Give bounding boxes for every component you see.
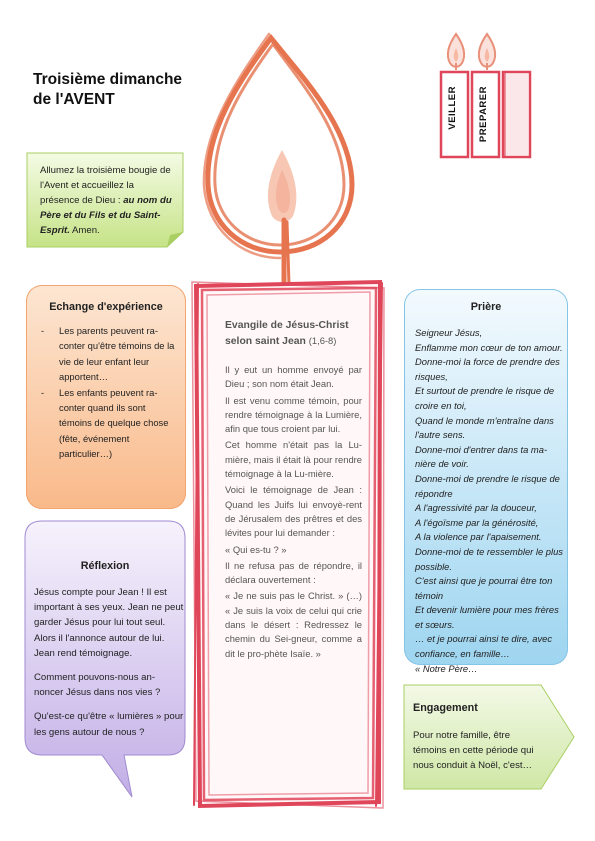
engagement-text: Pour notre famille, être témoins en cette période qui nous conduit à Noël, c'est… — [413, 730, 534, 771]
intro-blessing: au nom du Père et du Fils et du Saint-Esprit. — [40, 195, 172, 236]
gospel-reference: (1,6-8) — [308, 335, 337, 346]
priere-line: « Notre Père… — [415, 662, 478, 674]
gospel-paragraph: Voici le témoignage de Jean : Quand les Juifs lui envoyè-rent de Jérusalem des prêtres et des lévites pour lui demander : — [225, 484, 362, 539]
priere-box — [404, 289, 568, 674]
gospel-paragraph: Il y eut un homme envoyé par Dieu ; son nom était Jean. — [225, 364, 362, 390]
echange-item: - Les enfants peuvent ra-conter quand ils sont témoins de quelque chose (fête, événement particulier…) — [38, 385, 180, 462]
echange-title: Echange d'expérience — [49, 301, 163, 313]
reflexion-paragraph: Jésus compte pour Jean ! Il est important à ses yeux. Jean ne peut garder Jésus pour lui tout seul. Alors il l'annonce autour de lui. Jean rend témoignage. — [34, 587, 184, 659]
mini-flame-1 — [448, 34, 464, 70]
advent-candles-illustration — [425, 28, 545, 163]
inner-flame — [268, 150, 296, 222]
big-flame — [204, 34, 352, 258]
intro-text — [40, 163, 175, 238]
reflexion-body — [34, 585, 184, 749]
intro-note — [26, 152, 184, 248]
priere-line: Enflamme mon cœur de ton amour. — [415, 341, 563, 353]
priere-line: Donne-moi de te ressembler le plus possible. — [415, 545, 563, 572]
candle-label-veiller: VEILLER — [447, 86, 458, 130]
wick — [284, 220, 289, 285]
priere-body — [415, 326, 565, 676]
candle-label-preparer: PREPARER — [478, 86, 489, 143]
mini-flame-2 — [479, 34, 495, 70]
gospel-paragraph: Il est venu comme témoin, pour rendre témoignage à la Lumière, afin que tous croient par lui. — [225, 394, 362, 435]
intro-instruction: Allumez la troisième bougie de l'Avent et accueillez la présence de Dieu : — [40, 165, 171, 206]
gospel-paragraph: Cet homme n'était pas la Lu-mière, mais il était là pour rendre témoignage à la Lu-mière. — [225, 439, 362, 480]
reflexion-paragraph: Comment pouvons-nous an-noncer Jésus dans nos vies ? — [34, 672, 161, 699]
intro-amen: Amen. — [69, 225, 100, 236]
priere-line: A l'égoïsme par la générosité, — [415, 516, 539, 528]
echange-box — [26, 285, 186, 509]
reflexion-paragraph: Qu'est-ce qu'être « lumières » pour les gens autour de nous ? — [34, 711, 184, 738]
gospel-paragraph: « Qui es-tu ? » — [225, 543, 287, 555]
title-line-2: de l'AVENT — [33, 91, 115, 108]
engagement-arrow — [403, 684, 575, 790]
echange-list — [38, 323, 180, 462]
gospel-paragraph: « Je ne suis pas le Christ. » (…) « Je suis la voix de celui qui crie dans le désert : Redressez le chemin du Sei-gneur, comme a dit le pro-phète Isaïe. » — [225, 590, 362, 659]
gospel-paragraph: Il ne refusa pas de répondre, il déclara ouvertement : — [225, 559, 362, 586]
priere-line: A l'agressivité par la douceur, — [415, 502, 537, 514]
page-title — [33, 70, 182, 110]
gospel-title-text: Evangile de Jésus-Christ selon saint Jean — [225, 320, 349, 347]
priere-line: Et devenir lumière pour mes frères et sœurs. — [415, 604, 559, 630]
priere-line: Et surtout de prendre le risque de croire en toi, — [415, 385, 555, 411]
gospel-text — [225, 318, 362, 661]
gospel-title — [225, 318, 362, 349]
priere-title: Prière — [470, 301, 502, 313]
priere-line: … et je pourrai ainsi te dire, avec confiance, en famille… — [415, 633, 553, 660]
priere-line: Seigneur Jésus, — [415, 327, 483, 338]
title-line-1: Troisième dimanche — [33, 71, 183, 88]
priere-line: Donne-moi d'entrer dans ta ma-nière de voir. — [415, 443, 548, 470]
echange-item: - Les parents peuvent ra-conter qu'être témoins de la vie de leur enfant leur apportent… — [38, 323, 180, 385]
priere-line: Donne-moi la force de prendre des risques, — [415, 356, 560, 382]
reflexion-title: Réflexion — [80, 560, 130, 572]
priere-line: C'est ainsi que je pourrai être ton témoin — [415, 575, 553, 601]
engagement-title: Engagement — [413, 702, 478, 714]
priere-line: A la violence par l'apaisement. — [415, 531, 542, 543]
priere-line: Quand le monde m'entraîne dans l'autre sens. — [415, 414, 554, 441]
reflexion-bubble — [24, 520, 186, 800]
priere-line: Donne-moi de prendre le risque de répondre — [415, 472, 560, 499]
